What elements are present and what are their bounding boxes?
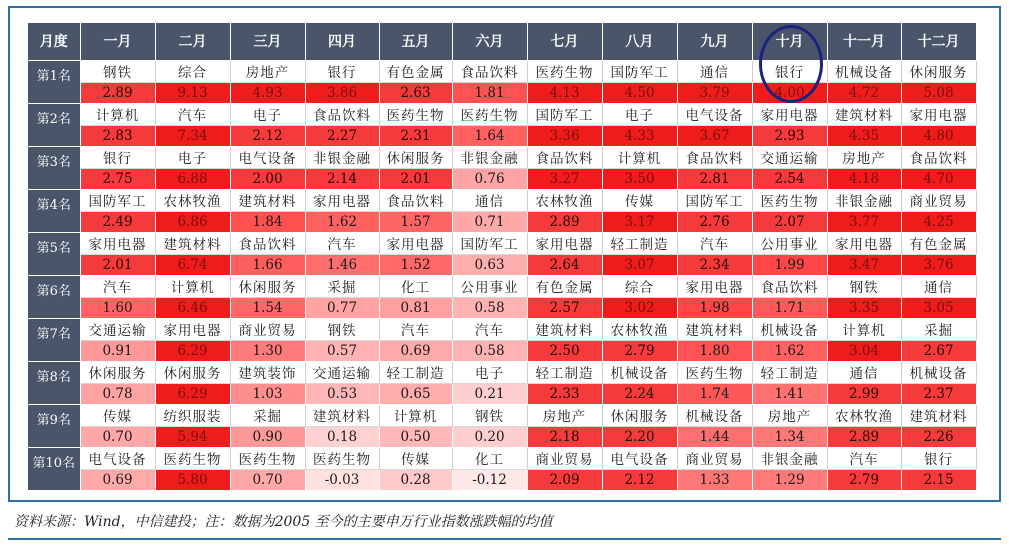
value-cell: 0.65 (379, 383, 452, 404)
value-cell: 2.76 (677, 211, 752, 232)
industry-cell: 计算机 (379, 404, 452, 426)
value-cell: 2.79 (827, 469, 901, 490)
value-cell: 1.99 (752, 254, 827, 275)
value-cell: 2.12 (230, 125, 305, 146)
industry-cell: 钢铁 (80, 60, 155, 82)
value-cell: 2.31 (379, 125, 452, 146)
industry-cell: 轻工制造 (752, 361, 827, 383)
value-cell: 2.79 (602, 340, 677, 361)
industry-cell: 食品饮料 (379, 189, 452, 211)
industry-cell: 综合 (602, 275, 677, 297)
month-header: 六月 (452, 23, 527, 60)
industry-cell: 银行 (305, 60, 379, 82)
industry-cell: 医药生物 (452, 103, 527, 125)
value-cell: 2.26 (901, 426, 976, 447)
industry-cell: 房地产 (752, 404, 827, 426)
value-cell: 1.33 (677, 469, 752, 490)
industry-cell: 国防军工 (80, 189, 155, 211)
value-cell: 1.41 (752, 383, 827, 404)
value-cell: 7.34 (155, 125, 230, 146)
value-cell: 3.77 (827, 211, 901, 232)
month-header: 八月 (602, 23, 677, 60)
industry-cell: 采掘 (230, 404, 305, 426)
industry-cell: 通信 (677, 60, 752, 82)
industry-cell: 家用电器 (80, 232, 155, 254)
industry-cell: 汽车 (827, 447, 901, 469)
industry-row (28, 275, 976, 297)
industry-cell: 医药生物 (379, 103, 452, 125)
value-cell: 1.64 (452, 125, 527, 146)
industry-cell: 汽车 (677, 232, 752, 254)
industry-cell: 公用事业 (752, 232, 827, 254)
industry-cell: 医药生物 (752, 189, 827, 211)
industry-cell: 电气设备 (230, 146, 305, 168)
rank-label: 第7名 (28, 318, 80, 361)
industry-cell: 汽车 (452, 318, 527, 340)
value-cell: 6.29 (155, 383, 230, 404)
industry-cell: 医药生物 (155, 447, 230, 469)
industry-cell: 采掘 (305, 275, 379, 297)
industry-cell: 医药生物 (677, 361, 752, 383)
value-cell: 3.47 (827, 254, 901, 275)
value-cell: 0.58 (452, 340, 527, 361)
industry-cell: 食品饮料 (230, 232, 305, 254)
value-cell: 2.89 (80, 82, 155, 103)
value-cell: 0.71 (452, 211, 527, 232)
industry-cell: 计算机 (80, 103, 155, 125)
value-cell: 6.88 (155, 168, 230, 189)
value-cell: 2.20 (602, 426, 677, 447)
value-cell: 0.76 (452, 168, 527, 189)
month-header: 三月 (230, 23, 305, 60)
value-row (28, 383, 976, 404)
industry-cell: 休闲服务 (155, 361, 230, 383)
value-cell: 0.90 (230, 426, 305, 447)
industry-cell: 建筑材料 (527, 318, 602, 340)
industry-cell: 轻工制造 (602, 232, 677, 254)
value-cell: 0.53 (305, 383, 379, 404)
value-cell: 3.07 (602, 254, 677, 275)
value-cell: 9.13 (155, 82, 230, 103)
value-cell: 0.58 (452, 297, 527, 318)
industry-cell: 汽车 (305, 232, 379, 254)
industry-cell: 食品饮料 (452, 60, 527, 82)
industry-cell: 食品饮料 (527, 146, 602, 168)
value-cell: 0.70 (80, 426, 155, 447)
industry-cell: 公用事业 (452, 275, 527, 297)
value-cell: 3.86 (305, 82, 379, 103)
industry-cell: 机械设备 (827, 60, 901, 82)
industry-cell: 交通运输 (752, 146, 827, 168)
value-cell: 2.12 (602, 469, 677, 490)
industry-cell: 钢铁 (452, 404, 527, 426)
industry-cell: 建筑材料 (305, 404, 379, 426)
value-cell: 0.18 (305, 426, 379, 447)
value-cell: 0.81 (379, 297, 452, 318)
monthly-ranking-table (28, 23, 977, 491)
industry-cell: 银行 (901, 447, 976, 469)
value-cell: 0.57 (305, 340, 379, 361)
industry-cell: 交通运输 (80, 318, 155, 340)
industry-cell: 商业贸易 (527, 447, 602, 469)
value-cell: 4.25 (901, 211, 976, 232)
value-cell: 4.70 (901, 168, 976, 189)
value-cell: 3.05 (901, 297, 976, 318)
value-cell: 1.66 (230, 254, 305, 275)
value-row (28, 168, 976, 189)
industry-cell: 传媒 (379, 447, 452, 469)
value-cell: 2.18 (527, 426, 602, 447)
value-cell: 1.46 (305, 254, 379, 275)
value-cell: 4.18 (827, 168, 901, 189)
value-cell: 1.62 (752, 340, 827, 361)
value-cell: 2.81 (677, 168, 752, 189)
industry-row (28, 361, 976, 383)
value-cell: 0.91 (80, 340, 155, 361)
value-cell: 3.27 (527, 168, 602, 189)
value-cell: 2.57 (527, 297, 602, 318)
industry-cell: 机械设备 (901, 361, 976, 383)
industry-cell: 银行 (80, 146, 155, 168)
industry-cell: 建筑装饰 (230, 361, 305, 383)
month-header: 五月 (379, 23, 452, 60)
industry-cell: 电气设备 (602, 447, 677, 469)
value-cell: 3.50 (602, 168, 677, 189)
industry-cell: 建筑材料 (901, 404, 976, 426)
industry-cell: 休闲服务 (379, 146, 452, 168)
industry-cell: 房地产 (230, 60, 305, 82)
bottom-rule (8, 538, 1001, 540)
industry-cell: 钢铁 (827, 275, 901, 297)
industry-cell: 机械设备 (602, 361, 677, 383)
industry-cell: 汽车 (80, 275, 155, 297)
industry-cell: 电子 (452, 361, 527, 383)
industry-cell: 食品饮料 (901, 146, 976, 168)
value-cell: -0.12 (452, 469, 527, 490)
value-cell: 2.09 (527, 469, 602, 490)
rank-label: 第9名 (28, 404, 80, 447)
industry-cell: 传媒 (602, 189, 677, 211)
value-cell: 0.50 (379, 426, 452, 447)
industry-cell: 汽车 (379, 318, 452, 340)
industry-cell: 非银金融 (452, 146, 527, 168)
industry-cell: 传媒 (80, 404, 155, 426)
value-row (28, 82, 976, 103)
value-cell: 4.35 (827, 125, 901, 146)
industry-cell: 食品饮料 (677, 146, 752, 168)
value-cell: 3.76 (901, 254, 976, 275)
month-header: 二月 (155, 23, 230, 60)
industry-cell: 电子 (155, 146, 230, 168)
value-cell: 6.29 (155, 340, 230, 361)
value-cell: 2.37 (901, 383, 976, 404)
rank-label: 第3名 (28, 146, 80, 189)
industry-cell: 汽车 (155, 103, 230, 125)
month-header: 四月 (305, 23, 379, 60)
industry-cell: 医药生物 (305, 447, 379, 469)
value-cell: 2.89 (827, 426, 901, 447)
industry-cell: 食品饮料 (752, 275, 827, 297)
industry-cell: 医药生物 (527, 60, 602, 82)
industry-row (28, 146, 976, 168)
industry-cell: 交通运输 (305, 361, 379, 383)
industry-cell: 电子 (602, 103, 677, 125)
source-note: 资料来源：Wind，中信建投；注：数据为2005 至今的主要申万行业指数涨跌幅的均值 (14, 514, 553, 530)
industry-cell: 非银金融 (752, 447, 827, 469)
value-cell: 0.21 (452, 383, 527, 404)
industry-cell: 有色金属 (901, 232, 976, 254)
industry-cell: 通信 (452, 189, 527, 211)
industry-cell: 计算机 (155, 275, 230, 297)
value-row (28, 254, 976, 275)
value-cell: 0.78 (80, 383, 155, 404)
value-cell: 2.49 (80, 211, 155, 232)
value-row (28, 340, 976, 361)
value-cell: 3.36 (527, 125, 602, 146)
rank-label: 第8名 (28, 361, 80, 404)
value-row (28, 211, 976, 232)
value-cell: 3.02 (602, 297, 677, 318)
value-cell: 1.81 (452, 82, 527, 103)
industry-cell: 综合 (155, 60, 230, 82)
value-cell: 2.89 (527, 211, 602, 232)
value-cell: 0.63 (452, 254, 527, 275)
value-cell: 3.17 (602, 211, 677, 232)
value-cell: 0.69 (80, 469, 155, 490)
industry-cell: 休闲服务 (80, 361, 155, 383)
value-cell: 0.70 (230, 469, 305, 490)
value-cell: 0.69 (379, 340, 452, 361)
value-cell: 2.15 (901, 469, 976, 490)
value-cell: 1.62 (305, 211, 379, 232)
industry-cell: 有色金属 (527, 275, 602, 297)
value-cell: 6.74 (155, 254, 230, 275)
industry-row (28, 447, 976, 469)
industry-cell: 钢铁 (305, 318, 379, 340)
rank-label: 第1名 (28, 60, 80, 103)
industry-cell: 商业贸易 (677, 447, 752, 469)
industry-cell: 家用电器 (827, 232, 901, 254)
industry-cell: 轻工制造 (527, 361, 602, 383)
industry-cell: 商业贸易 (901, 189, 976, 211)
industry-cell: 通信 (901, 275, 976, 297)
value-cell: 2.54 (752, 168, 827, 189)
value-cell: 4.00 (752, 82, 827, 103)
industry-cell: 农林牧渔 (602, 318, 677, 340)
value-cell: 2.64 (527, 254, 602, 275)
rank-label: 第2名 (28, 103, 80, 146)
value-cell: 0.28 (379, 469, 452, 490)
value-cell: 5.94 (155, 426, 230, 447)
industry-cell: 电子 (230, 103, 305, 125)
industry-cell: 家用电器 (305, 189, 379, 211)
value-cell: 2.83 (80, 125, 155, 146)
industry-cell: 国防军工 (452, 232, 527, 254)
industry-cell: 休闲服务 (901, 60, 976, 82)
value-cell: 1.60 (80, 297, 155, 318)
industry-cell: 休闲服务 (602, 404, 677, 426)
value-cell: 0.20 (452, 426, 527, 447)
industry-cell: 电气设备 (677, 103, 752, 125)
industry-cell: 家用电器 (379, 232, 452, 254)
value-cell: 1.74 (677, 383, 752, 404)
industry-cell: 家用电器 (155, 318, 230, 340)
industry-cell: 机械设备 (677, 404, 752, 426)
value-cell: 1.98 (677, 297, 752, 318)
value-cell: 1.44 (677, 426, 752, 447)
value-cell: 3.04 (827, 340, 901, 361)
value-cell: 4.33 (602, 125, 677, 146)
industry-row (28, 232, 976, 254)
month-header: 七月 (527, 23, 602, 60)
industry-cell: 机械设备 (752, 318, 827, 340)
value-cell: 1.54 (230, 297, 305, 318)
industry-row (28, 189, 976, 211)
value-cell: 1.57 (379, 211, 452, 232)
industry-cell: 农林牧渔 (155, 189, 230, 211)
value-cell: -0.03 (305, 469, 379, 490)
industry-cell: 房地产 (827, 146, 901, 168)
rank-label: 第4名 (28, 189, 80, 232)
industry-cell: 建筑材料 (155, 232, 230, 254)
industry-cell: 化工 (379, 275, 452, 297)
industry-cell: 采掘 (901, 318, 976, 340)
value-cell: 4.50 (602, 82, 677, 103)
value-cell: 6.86 (155, 211, 230, 232)
value-cell: 2.33 (527, 383, 602, 404)
rank-label: 第10名 (28, 447, 80, 490)
industry-cell: 轻工制造 (379, 361, 452, 383)
value-row (28, 426, 976, 447)
value-cell: 3.67 (677, 125, 752, 146)
value-cell: 1.30 (230, 340, 305, 361)
industry-cell: 房地产 (527, 404, 602, 426)
value-cell: 4.93 (230, 82, 305, 103)
industry-cell: 食品饮料 (305, 103, 379, 125)
industry-cell: 家用电器 (677, 275, 752, 297)
value-cell: 2.75 (80, 168, 155, 189)
value-cell: 2.99 (827, 383, 901, 404)
month-header: 十月 (752, 23, 827, 60)
industry-cell: 农林牧渔 (827, 404, 901, 426)
value-cell: 1.84 (230, 211, 305, 232)
value-cell: 2.01 (80, 254, 155, 275)
value-cell: 2.27 (305, 125, 379, 146)
value-cell: 2.34 (677, 254, 752, 275)
industry-cell: 建筑材料 (230, 189, 305, 211)
industry-cell: 家用电器 (752, 103, 827, 125)
industry-row (28, 60, 976, 82)
value-cell: 2.24 (602, 383, 677, 404)
industry-cell: 商业贸易 (230, 318, 305, 340)
industry-row (28, 318, 976, 340)
industry-cell: 休闲服务 (230, 275, 305, 297)
industry-cell: 建筑材料 (827, 103, 901, 125)
industry-cell: 计算机 (827, 318, 901, 340)
value-cell: 1.34 (752, 426, 827, 447)
value-cell: 2.93 (752, 125, 827, 146)
industry-cell: 化工 (452, 447, 527, 469)
industry-cell: 国防军工 (602, 60, 677, 82)
value-cell: 2.67 (901, 340, 976, 361)
industry-cell: 建筑材料 (677, 318, 752, 340)
value-cell: 2.00 (230, 168, 305, 189)
industry-cell: 非银金融 (827, 189, 901, 211)
value-cell: 2.50 (527, 340, 602, 361)
industry-cell: 纺织服装 (155, 404, 230, 426)
industry-cell: 家用电器 (901, 103, 976, 125)
value-cell: 6.46 (155, 297, 230, 318)
value-cell: 1.52 (379, 254, 452, 275)
industry-cell: 国防军工 (677, 189, 752, 211)
industry-cell: 国防军工 (527, 103, 602, 125)
industry-cell: 银行 (752, 60, 827, 82)
value-row (28, 297, 976, 318)
industry-row (28, 404, 976, 426)
value-cell: 3.79 (677, 82, 752, 103)
industry-cell: 计算机 (602, 146, 677, 168)
value-cell: 5.08 (901, 82, 976, 103)
header-row (28, 23, 976, 60)
value-cell: 2.14 (305, 168, 379, 189)
value-cell: 2.01 (379, 168, 452, 189)
value-cell: 4.80 (901, 125, 976, 146)
industry-cell: 医药生物 (230, 447, 305, 469)
value-row (28, 469, 976, 490)
industry-cell: 电气设备 (80, 447, 155, 469)
value-cell: 0.77 (305, 297, 379, 318)
industry-cell: 家用电器 (527, 232, 602, 254)
month-header: 十二月 (901, 23, 976, 60)
rank-label: 第6名 (28, 275, 80, 318)
value-row (28, 125, 976, 146)
value-cell: 1.71 (752, 297, 827, 318)
value-cell: 1.03 (230, 383, 305, 404)
value-cell: 2.07 (752, 211, 827, 232)
value-cell: 4.72 (827, 82, 901, 103)
industry-cell: 农林牧渔 (527, 189, 602, 211)
value-cell: 3.35 (827, 297, 901, 318)
industry-row (28, 103, 976, 125)
value-cell: 1.80 (677, 340, 752, 361)
value-cell: 5.80 (155, 469, 230, 490)
industry-cell: 非银金融 (305, 146, 379, 168)
value-cell: 1.29 (752, 469, 827, 490)
value-cell: 2.63 (379, 82, 452, 103)
month-header: 九月 (677, 23, 752, 60)
rank-label: 第5名 (28, 232, 80, 275)
industry-cell: 通信 (827, 361, 901, 383)
corner-header: 月度 (28, 23, 80, 60)
value-cell: 4.13 (527, 82, 602, 103)
month-header: 十一月 (827, 23, 901, 60)
month-header: 一月 (80, 23, 155, 60)
industry-cell: 有色金属 (379, 60, 452, 82)
